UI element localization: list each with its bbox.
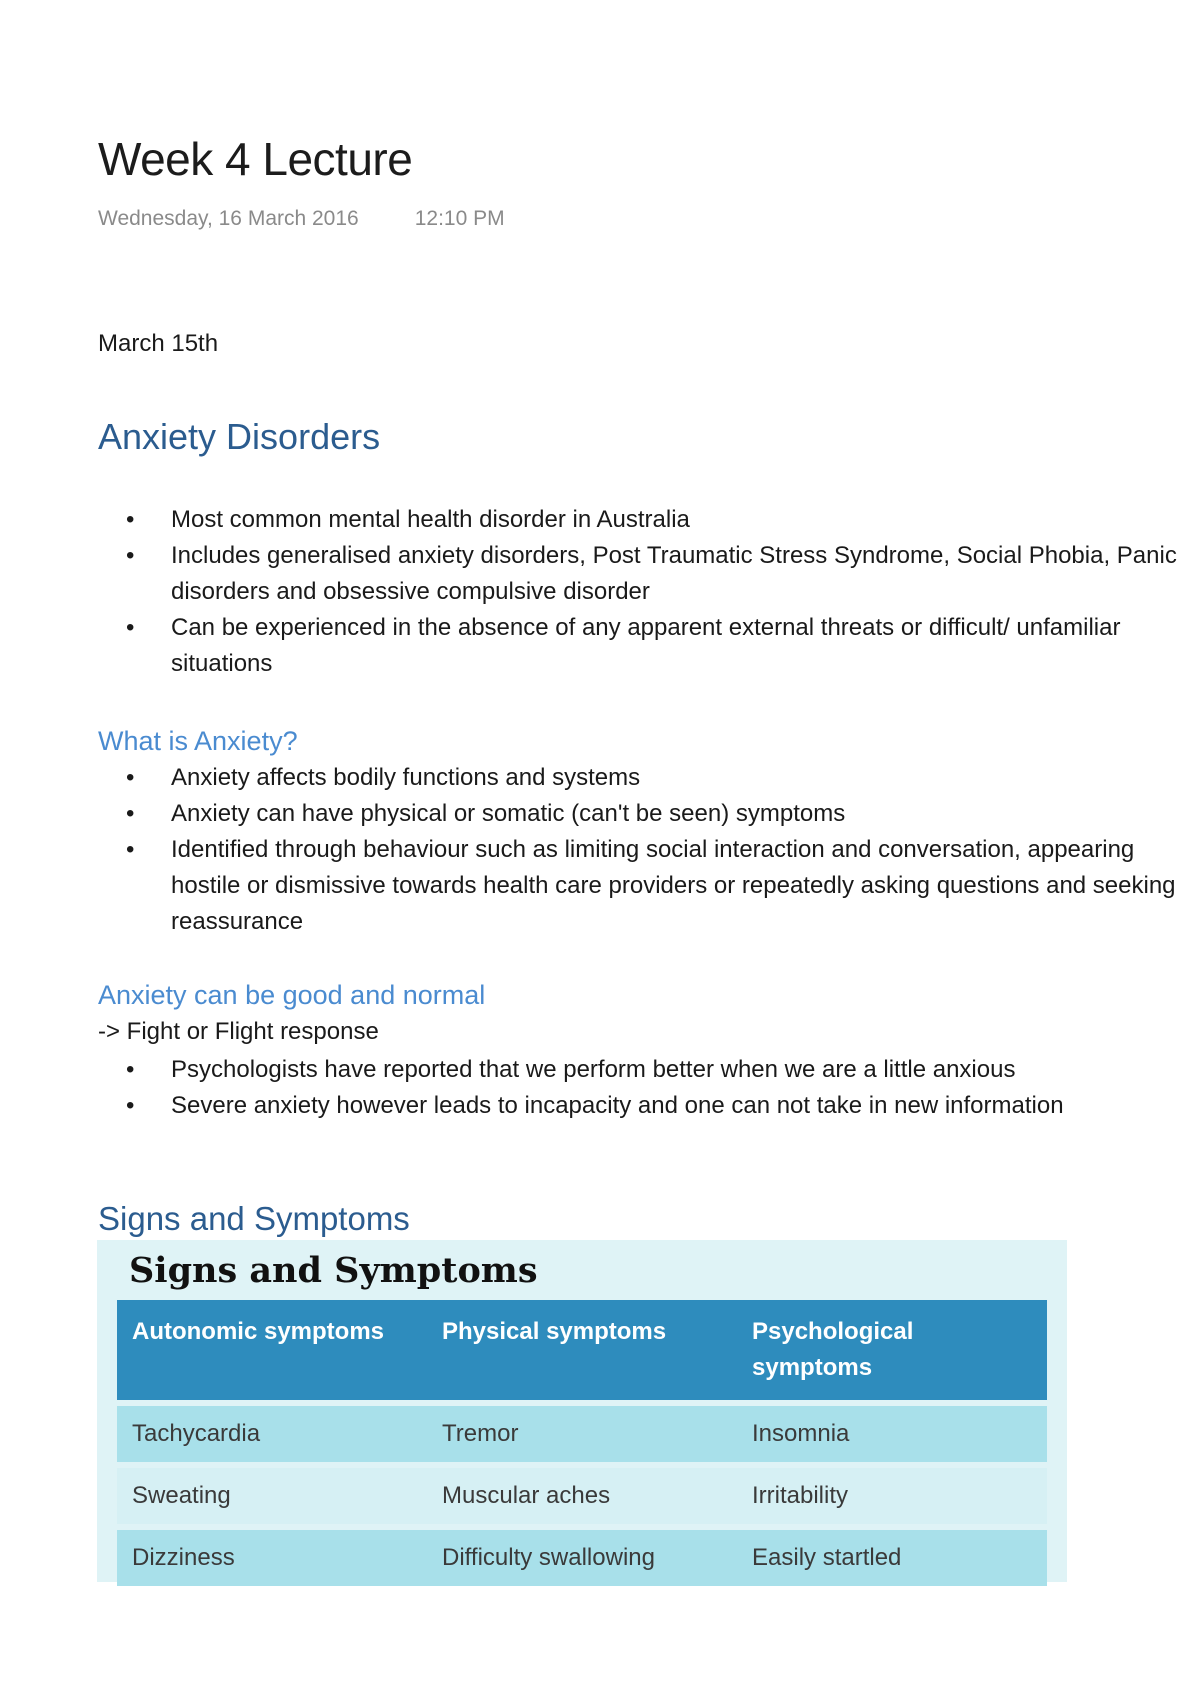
list-item: • Anxiety affects bodily functions and systems	[98, 760, 1178, 796]
list-item: • Anxiety can have physical or somatic (can't be seen) symptoms	[98, 796, 1178, 832]
bullet-icon: •	[126, 1056, 135, 1083]
table-cell: Muscular aches	[427, 1465, 737, 1527]
bullet-icon: •	[126, 614, 135, 641]
image-title: Signs and Symptoms	[129, 1250, 538, 1291]
table-cell: Insomnia	[737, 1403, 1047, 1465]
note-date: Wednesday, 16 March 2016	[98, 207, 359, 230]
heading-anxiety-disorders: Anxiety Disorders	[98, 416, 381, 457]
list-item: • Identified through behaviour such as limiting social interaction and conversation, appearing hostile or dismissive towards health care providers or repeatedly asking questions and seeking reassurance	[98, 832, 1178, 940]
table-row	[117, 1403, 1047, 1465]
table-cell: Tremor	[427, 1403, 737, 1465]
table-cell: Dizziness	[117, 1527, 427, 1586]
signs-symptoms-image	[97, 1240, 1067, 1582]
bullet-list-what-is-anxiety	[98, 760, 1178, 940]
bullet-icon: •	[126, 506, 135, 533]
column-header-autonomic: Autonomic symptoms	[117, 1300, 427, 1403]
table-cell: Tachycardia	[117, 1403, 427, 1465]
heading-signs-and-symptoms: Signs and Symptoms	[98, 1200, 410, 1237]
table-row	[117, 1527, 1047, 1586]
table-cell: Sweating	[117, 1465, 427, 1527]
list-item: • Severe anxiety however leads to incapacity and one can not take in new information	[98, 1088, 1178, 1124]
column-header-psychological: Psychological symptoms	[737, 1300, 1047, 1403]
bullet-icon: •	[126, 836, 135, 863]
bullet-icon: •	[126, 800, 135, 827]
bullet-list-anxiety-disorders	[98, 502, 1178, 682]
column-header-physical: Physical symptoms	[427, 1300, 737, 1403]
bullet-list-anxiety-good	[98, 1052, 1178, 1124]
table-cell: Difficulty swallowing	[427, 1527, 737, 1586]
note-time: 12:10 PM	[414, 207, 505, 230]
page-title: Week 4 Lecture	[98, 133, 413, 185]
date-line: March 15th	[98, 330, 219, 357]
bullet-icon: •	[126, 542, 135, 569]
table-cell: Irritability	[737, 1465, 1047, 1527]
list-item: • Can be experienced in the absence of any apparent external threats or difficult/ unfamiliar situations	[98, 610, 1178, 682]
table-row	[117, 1465, 1047, 1527]
bullet-icon: •	[126, 1092, 135, 1119]
heading-what-is-anxiety: What is Anxiety?	[98, 726, 298, 756]
list-item: • Most common mental health disorder in Australia	[98, 502, 1178, 538]
note-timestamp	[98, 207, 505, 231]
list-item: • Psychologists have reported that we perform better when we are a little anxious	[98, 1052, 1178, 1088]
table-header-row	[117, 1300, 1047, 1403]
table-cell: Easily startled	[737, 1527, 1047, 1586]
symptoms-table	[117, 1300, 1047, 1586]
list-item: • Includes generalised anxiety disorders, Post Traumatic Stress Syndrome, Social Phobia, Panic disorders and obsessive compulsive disorder	[98, 538, 1178, 610]
bullet-icon: •	[126, 764, 135, 791]
fight-or-flight-line: -> Fight or Flight response	[98, 1018, 379, 1045]
heading-anxiety-good-normal: Anxiety can be good and normal	[98, 980, 486, 1010]
